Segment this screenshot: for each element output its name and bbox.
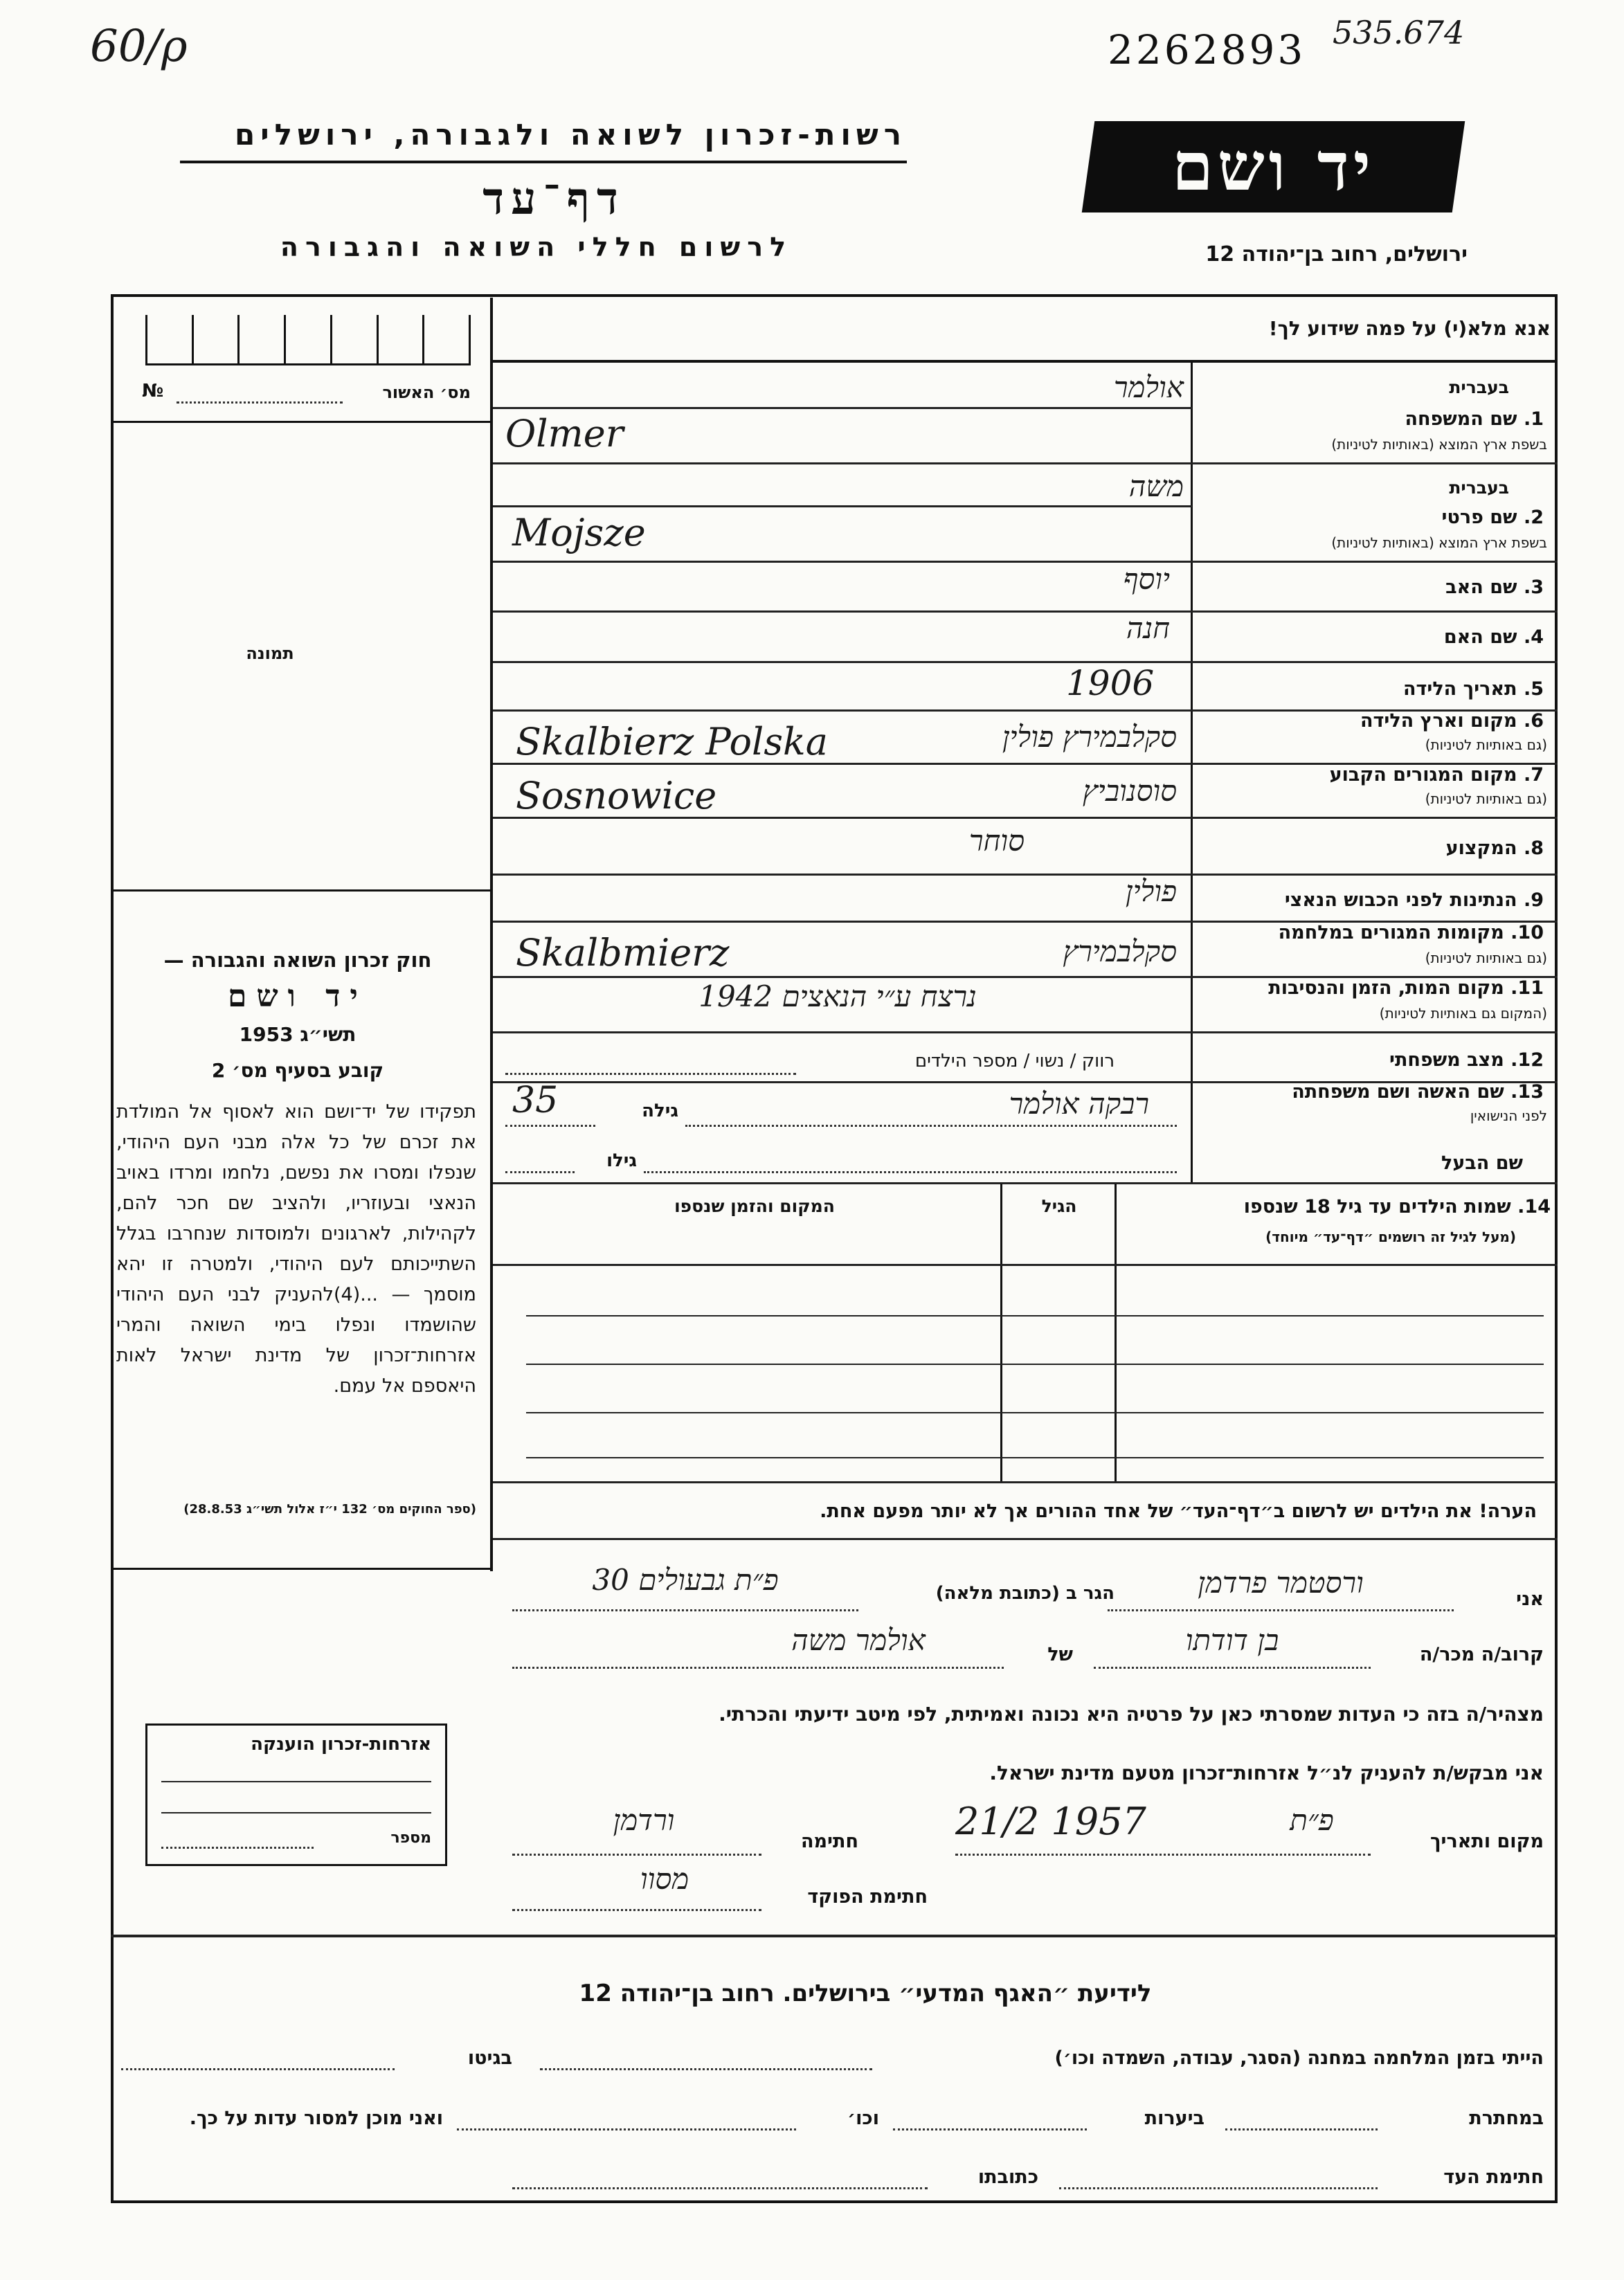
field-num: 13. — [1510, 1081, 1544, 1103]
child-row[interactable] — [526, 1364, 1544, 1365]
child-row[interactable] — [526, 1315, 1544, 1317]
law-section: קובע בסעיף מס׳ 2 — [211, 1059, 384, 1082]
footer-line2-d: ואני מוכן למסור עדות על כך. — [189, 2108, 443, 2129]
husband-age-label: גילו — [606, 1150, 637, 1171]
field-sub-wife: לפני הנישואין — [1470, 1107, 1547, 1124]
field-sub-first-name: בשפת ארץ המוצא (באותיות לטיניות) — [1331, 534, 1547, 551]
law-year: תשי״ג 1953 — [239, 1023, 357, 1046]
wife-name[interactable]: רבקה אולמר — [1009, 1087, 1149, 1121]
witness-address-line[interactable] — [512, 2187, 928, 2189]
child-row[interactable] — [526, 1457, 1544, 1458]
field-sub-birthplace: (גם באותיות לטיניות) — [1425, 736, 1547, 753]
approval-no-line[interactable] — [177, 401, 343, 404]
husband-name-line[interactable] — [644, 1171, 1177, 1173]
approval-no-symbol: № — [142, 381, 164, 401]
field-num: 10. — [1510, 922, 1544, 943]
relative-line[interactable] — [1094, 1667, 1371, 1669]
field-sub-wartime-residence: (גם באותיות לטיניות) — [1425, 950, 1547, 966]
field-num: 14. — [1517, 1196, 1551, 1218]
officer-line[interactable] — [512, 1909, 761, 1911]
field-label-wife — [1205, 1081, 1544, 1103]
field-num: 2. — [1523, 507, 1544, 528]
decl-request: אני מבקש/ת להעניק לנ״ל אזרחות־זכרון מטעם מדינת ישראל. — [989, 1762, 1544, 1784]
field-label-husband: שם הבעל — [1441, 1152, 1523, 1174]
serial-number: 2262893 — [1108, 26, 1306, 73]
instructions-divider — [493, 360, 1558, 363]
row-line — [493, 1481, 1558, 1483]
field-label-birth-date — [1205, 678, 1544, 700]
wife-age[interactable]: 35 — [512, 1080, 559, 1121]
birth-date[interactable]: 1906 — [1066, 663, 1155, 703]
sidebar-top-divider — [114, 421, 490, 423]
field-label-text: הנתינות לפני הכבוש הנאצי — [1284, 889, 1517, 911]
field-label-text: המקצוע — [1445, 838, 1517, 859]
wife-name-line[interactable] — [685, 1125, 1177, 1127]
sidebar-bottom-divider — [114, 1568, 490, 1570]
photo-bottom-divider — [114, 889, 490, 892]
children-col-divider — [1000, 1184, 1002, 1481]
field-label-death — [1205, 977, 1544, 999]
footer-title: לידיעת ״האגף המדעי״ בירושלים. רחוב בן־יהודה 12 — [579, 1980, 1152, 2007]
handwritten-number: 535.674 — [1333, 14, 1465, 51]
field-num: 9. — [1523, 889, 1544, 911]
officer-label: חתימת הפוקד — [807, 1886, 928, 1908]
row-line — [493, 1538, 1558, 1540]
of-line[interactable] — [512, 1667, 1004, 1669]
cert-line[interactable] — [161, 1781, 431, 1782]
children-col-age: הגיל — [1041, 1196, 1077, 1216]
corner-mark: 60/ρ — [90, 21, 188, 72]
field-label-text: שם האם — [1443, 626, 1517, 648]
children-count-line[interactable] — [505, 1073, 796, 1075]
place-value[interactable]: פ״ת — [1290, 1803, 1334, 1837]
ghetto-line[interactable] — [121, 2068, 395, 2070]
footer-line2-a: במחתרת — [1469, 2108, 1544, 2129]
row-line — [493, 1264, 1558, 1266]
yad-vashem-logo — [1082, 121, 1465, 212]
father-name[interactable]: יוסף — [1123, 562, 1170, 596]
children-sub: (מעל לגיל זה רושמים ״דף־עד״ מיוחד) — [1265, 1229, 1516, 1245]
declarant-name[interactable]: ורסטמר פרדמן — [1198, 1566, 1364, 1600]
field-label-father — [1205, 577, 1544, 598]
row-line — [493, 661, 1558, 663]
field-num: 4. — [1523, 626, 1544, 648]
nationality[interactable]: פולין — [1125, 874, 1177, 908]
child-row[interactable] — [526, 1412, 1544, 1413]
law-title: חוק זכרון השואה והגבורה — — [163, 948, 432, 972]
name-line[interactable] — [1108, 1609, 1454, 1611]
org-name: רשות-זכרון לשואה ולגבורה, ירושלים — [234, 118, 907, 152]
first-name-hebrew[interactable]: משה — [1128, 469, 1184, 503]
field-label-text: מצב משפחתי — [1389, 1049, 1504, 1071]
hebrew-tag-2: בעברית — [1449, 478, 1509, 498]
footer-line3-b: כתובתו — [977, 2166, 1038, 2188]
signature-label: חתימה — [800, 1831, 858, 1852]
wartime-residence-hebrew[interactable]: סקלבמירץ — [1063, 934, 1177, 968]
footer-line1-b: בגיטו — [467, 2047, 512, 2069]
decl-of-label: של — [1047, 1644, 1073, 1665]
residence-hebrew[interactable]: סוסנוביץ — [1082, 774, 1177, 808]
cert-number-label: מספר — [390, 1829, 431, 1847]
field-label-birthplace — [1205, 710, 1544, 732]
instructions: אנא מלא(י) על פמה שידוע לך! — [1268, 317, 1551, 340]
place-date-line[interactable] — [955, 1854, 1371, 1856]
birthplace-hebrew[interactable]: סקלבמירץ פולין — [1002, 720, 1177, 754]
form-subtitle: לרשום חללי השואה והגבורה — [280, 232, 793, 262]
field-num: 11. — [1510, 977, 1544, 999]
field-label-text: שם האשה ושם משפחתה — [1292, 1081, 1504, 1103]
marital-options[interactable]: רווק / נשוי / מספר הילדים — [914, 1051, 1115, 1071]
field-label-nationality — [1205, 889, 1544, 911]
form-title: דף־עד — [482, 173, 625, 225]
field-label-text: מקום וארץ הלידה — [1360, 710, 1517, 732]
first-name-latin[interactable]: Mojsze — [512, 511, 646, 554]
field-label-mother — [1205, 626, 1544, 648]
field-sub-residence: (גם באותיות לטיניות) — [1425, 790, 1547, 807]
witness-signature-line[interactable] — [1059, 2187, 1378, 2189]
logo-text: יד ושם — [1171, 127, 1375, 206]
header-underline — [180, 161, 907, 163]
approval-boxes — [145, 315, 471, 365]
decl-address-label: הגר ב (כתובת מלאה) — [935, 1583, 1115, 1604]
certificate-box — [145, 1723, 447, 1866]
children-col-place: המקום והזמן שנספו — [674, 1196, 835, 1216]
place-date-label: מקום ותאריך — [1429, 1831, 1544, 1852]
death-details[interactable]: נרצח ע״י הנאצים 1942 — [698, 979, 977, 1013]
row-line — [493, 1031, 1558, 1033]
camp-line[interactable] — [540, 2068, 872, 2070]
row-line — [493, 407, 1192, 409]
field-label-residence — [1205, 764, 1544, 786]
wife-age-line[interactable] — [505, 1125, 595, 1127]
children-label — [1128, 1196, 1551, 1218]
relative-value[interactable]: בן דודתו — [1185, 1623, 1279, 1657]
row-line — [493, 462, 1558, 464]
cert-title: אזרחות-זכרון הוענקה — [251, 1734, 431, 1755]
field-label-surname — [1205, 408, 1544, 430]
label-column-divider — [1191, 363, 1193, 1184]
mother-name[interactable]: חנה — [1126, 611, 1170, 645]
date-value[interactable]: 21/2 1957 — [955, 1800, 1146, 1843]
field-num: 1. — [1523, 408, 1544, 430]
field-label-text: שם פרטי — [1441, 507, 1517, 528]
officer-value[interactable]: מסוו — [640, 1862, 689, 1896]
signature-value[interactable]: ורדמן — [613, 1803, 675, 1837]
row-line — [493, 1182, 1558, 1184]
field-num: 3. — [1523, 577, 1544, 598]
approval-no-label: מס׳ האשור — [382, 383, 471, 402]
field-label-text: תאריך הלידה — [1402, 678, 1517, 700]
footer-line2-c: וכו׳ — [847, 2108, 879, 2129]
photo-label: תמונה — [246, 644, 294, 663]
field-label-text: מקומות המגורים במלחמה — [1278, 922, 1504, 943]
field-num: 6. — [1523, 710, 1544, 732]
law-name: יד ושם — [228, 979, 368, 1014]
field-label-text: שמות הילדים עד גיל 18 שנספו — [1243, 1196, 1511, 1218]
decl-relative-label: קרוב/ה מכר/ה — [1419, 1644, 1544, 1665]
decl-statement: מצהיר/ה בזה כי העדות שמסרתי כאן על פרטיה היא נכונה ואמיתית, לפי מיטב ידיעתי והכרתי. — [719, 1703, 1544, 1726]
sidebar-divider — [490, 298, 493, 1571]
forests-line[interactable] — [893, 2128, 1087, 2130]
wartime-residence-latin[interactable]: Skalbmierz — [516, 931, 730, 975]
field-label-wartime-residence — [1205, 922, 1544, 943]
field-label-marital — [1205, 1049, 1544, 1071]
field-num: 7. — [1523, 764, 1544, 786]
hebrew-tag-1: בעברית — [1449, 377, 1509, 397]
footer-divider — [111, 1935, 1558, 1937]
husband-age-line[interactable] — [505, 1171, 575, 1173]
children-col-divider — [1115, 1184, 1117, 1481]
footer-line2-b: ביערות — [1144, 2108, 1205, 2129]
row-line — [493, 505, 1192, 507]
law-ref: (ספר החוקים מס׳ 132 י״ז אלול תשי״ג 28.8.53) — [183, 1502, 476, 1517]
of-value[interactable]: אולמר משה — [791, 1623, 926, 1657]
cert-number-line[interactable] — [161, 1847, 314, 1849]
field-label-text: שם המשפחה — [1405, 408, 1517, 430]
surname-latin[interactable]: Olmer — [505, 412, 624, 455]
field-label-first-name — [1205, 507, 1544, 528]
decl-i-label: אני — [1516, 1589, 1544, 1610]
birthplace-latin[interactable]: Skalbierz Polska — [516, 720, 828, 763]
children-note: הערה! את הילדים יש לרשום ב״דף־העד״ של אחד ההורים אך לא יותר מפעם אחת. — [820, 1501, 1537, 1522]
occupation[interactable]: סוחר — [968, 824, 1025, 858]
field-num: 12. — [1510, 1049, 1544, 1071]
law-text: תפקידו של יד־ושם הוא לאסוף אל המולדת את זכרם של כל אלה מבני העם היהודי, שנפלו ומסרו את נפשם, נלחמו ומרדו באויב הנאצי ובעוזריו, ולהציב שם חכר להם, לקהילות, לארגונים ולמוסדות שנחרבו בגלל השתייכותם לעם היהודי, ולמטרה זו יהא מוסמך — ...(4)להעניק לבני העם היהודי שהושמדו ונפלו בימי השואה והמרי אזרחות־זכרון של מדינת ישראל לאות היאספם אל עמם. — [116, 1101, 476, 1397]
field-sub-surname: בשפת ארץ המוצא (באותיות לטיניות) — [1331, 436, 1547, 453]
underground-line[interactable] — [1225, 2128, 1378, 2130]
cert-line[interactable] — [161, 1812, 431, 1813]
residence-latin[interactable]: Sosnowice — [516, 774, 717, 817]
field-sub-death: (המקום גם באותיות לטיניות) — [1379, 1005, 1547, 1022]
surname-hebrew[interactable]: אולמר — [1113, 370, 1184, 404]
address-line[interactable] — [512, 1609, 858, 1611]
field-label-occupation — [1205, 838, 1544, 859]
field-num: 5. — [1523, 678, 1544, 700]
etc-line[interactable] — [457, 2128, 796, 2130]
wife-age-label: גילה — [642, 1101, 678, 1121]
row-line — [493, 817, 1558, 819]
declarant-address[interactable]: פ״ת גבעולים 30 — [592, 1563, 779, 1597]
footer-line3-a: חתימת העד — [1443, 2166, 1544, 2188]
field-label-text: מקום המות, הזמן והנסיבות — [1268, 977, 1504, 999]
signature-line[interactable] — [512, 1854, 761, 1856]
field-label-text: שם האב — [1445, 577, 1517, 598]
address: ירושלים, רחוב בן־יהודה 12 — [1205, 242, 1468, 266]
field-num: 8. — [1523, 838, 1544, 859]
footer-line1-a: הייתי בזמן המלחמה במחנה (הסגר, עבודה, השמדה וכו׳) — [1054, 2047, 1544, 2069]
field-label-text: מקום המגורים הקבוע — [1329, 764, 1517, 786]
